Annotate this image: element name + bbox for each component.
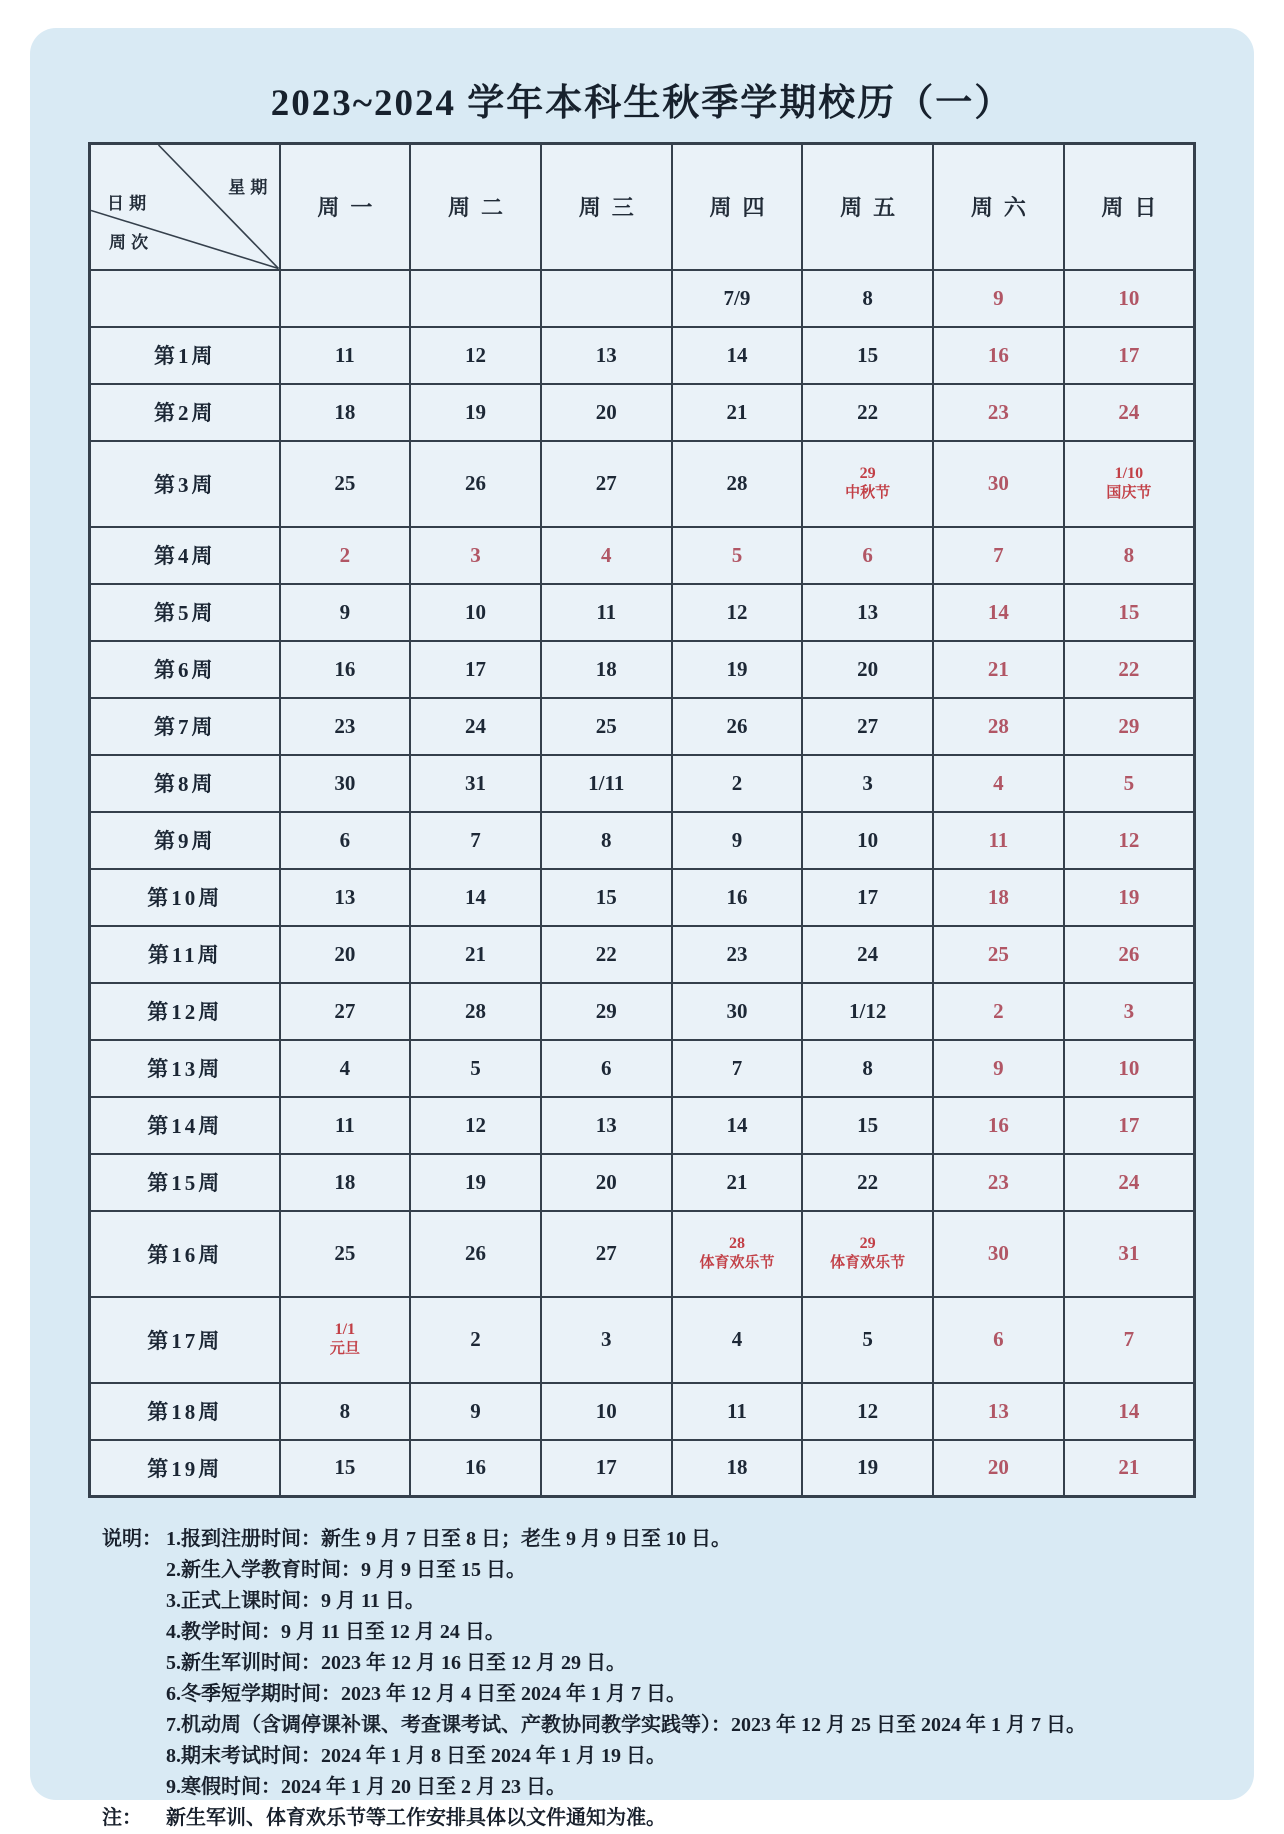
- week-label: 第17周: [90, 1297, 280, 1383]
- day-cell: 25: [280, 1211, 411, 1297]
- day-cell: 21: [672, 384, 803, 441]
- day-cell: 6: [933, 1297, 1064, 1383]
- day-cell: 9: [672, 812, 803, 869]
- day-cell: 13: [541, 327, 672, 384]
- day-cell: 11: [280, 1097, 411, 1154]
- day-cell: 17: [802, 869, 933, 926]
- day-cell: 25: [933, 926, 1064, 983]
- day-cell: 10: [1064, 1040, 1195, 1097]
- page-title: 2023~2024 学年本科生秋季学期校历（一）: [270, 83, 1014, 124]
- day-cell: 25: [541, 698, 672, 755]
- note-item: 4.教学时间：9 月 11 日至 12 月 24 日。: [166, 1621, 505, 1643]
- day-cell: 10: [541, 1383, 672, 1440]
- day-cell: 11: [933, 812, 1064, 869]
- day-cell: 30: [280, 755, 411, 812]
- calendar-week-row: [90, 441, 1195, 527]
- day-cell: 27: [541, 441, 672, 527]
- note-item: 1.报到注册时间：新生 9 月 7 日至 8 日；老生 9 月 9 日至 10 日。: [166, 1528, 731, 1550]
- day-cell: 6: [280, 812, 411, 869]
- week-label: 第5周: [90, 584, 280, 641]
- day-cell: 30: [933, 1211, 1064, 1297]
- day-cell: 14: [1064, 1383, 1195, 1440]
- day-cell: 15: [1064, 584, 1195, 641]
- calendar-body: [90, 270, 1195, 1497]
- corner-header-cell: [90, 144, 280, 270]
- day-cell: [410, 270, 541, 327]
- note-item: 7.机动周（含调停课补课、考查课考试、产教协同教学实践等）：2023 年 12 月 25 日至 2024 年 1 月 7 日。: [166, 1714, 1086, 1736]
- note-item: 2.新生入学教育时间：9 月 9 日至 15 日。: [166, 1559, 526, 1581]
- day-cell: 8: [280, 1383, 411, 1440]
- day-cell: 13: [802, 584, 933, 641]
- day-cell: 20: [802, 641, 933, 698]
- day-cell: 27: [541, 1211, 672, 1297]
- calendar-week-row: [90, 869, 1195, 926]
- day-cell: [280, 1297, 411, 1383]
- festival-label: 体育欢乐节: [830, 1254, 906, 1271]
- day-cell: 24: [410, 698, 541, 755]
- calendar-week-row: [90, 812, 1195, 869]
- notes-list: [166, 1524, 1086, 1803]
- day-cell: 15: [541, 869, 672, 926]
- day-cell: 21: [672, 1154, 803, 1211]
- day-cell: 8: [802, 270, 933, 327]
- calendar-week-row: [90, 926, 1195, 983]
- calendar-card: [30, 28, 1254, 1829]
- calendar-week-row: [90, 1383, 1195, 1440]
- day-cell: 2: [672, 755, 803, 812]
- day-cell: 10: [1064, 270, 1195, 327]
- day-cell: 23: [280, 698, 411, 755]
- day-cell: 10: [410, 584, 541, 641]
- day-cell: 4: [541, 527, 672, 584]
- day-cell: 12: [1064, 812, 1195, 869]
- day-cell: 7: [410, 812, 541, 869]
- calendar-week-row: [90, 641, 1195, 698]
- day-cell: 3: [802, 755, 933, 812]
- day-cell: 20: [541, 1154, 672, 1211]
- day-cell: [541, 270, 672, 327]
- day-cell: 23: [933, 1154, 1064, 1211]
- notes-label: 说明：: [102, 1528, 162, 1550]
- calendar-week-row: [90, 1097, 1195, 1154]
- day-cell: [802, 1211, 933, 1297]
- day-cell: 16: [933, 1097, 1064, 1154]
- day-cell: 30: [672, 983, 803, 1040]
- day-cell: 16: [410, 1440, 541, 1497]
- day-cell: 7/9: [672, 270, 803, 327]
- week-label: [90, 270, 280, 327]
- day-cell: 27: [280, 983, 411, 1040]
- week-label: 第15周: [90, 1154, 280, 1211]
- calendar-week-row: [90, 755, 1195, 812]
- day-cell: 18: [672, 1440, 803, 1497]
- note-item: 6.冬季短学期时间：2023 年 12 月 4 日至 2024 年 1 月 7 日。: [166, 1683, 686, 1705]
- calendar-week-row: [90, 983, 1195, 1040]
- day-cell: 7: [933, 527, 1064, 584]
- calendar-week-row: [90, 1040, 1195, 1097]
- day-cell: 31: [410, 755, 541, 812]
- day-cell: 28: [410, 983, 541, 1040]
- day-number: 1/10: [1114, 465, 1144, 483]
- day-cell: 17: [1064, 327, 1195, 384]
- day-cell: 24: [1064, 384, 1195, 441]
- day-cell: 18: [280, 384, 411, 441]
- week-label: 第10周: [90, 869, 280, 926]
- day-cell: 8: [541, 812, 672, 869]
- day-cell: 8: [1064, 527, 1195, 584]
- day-cell: 28: [672, 441, 803, 527]
- day-cell: 15: [802, 327, 933, 384]
- festival-label: 元旦: [329, 1340, 360, 1357]
- day-number: 28: [728, 1235, 745, 1253]
- day-cell: [280, 270, 411, 327]
- day-cell: 15: [802, 1097, 933, 1154]
- day-cell: [802, 441, 933, 527]
- week-label: 第16周: [90, 1211, 280, 1297]
- week-label: 第14周: [90, 1097, 280, 1154]
- day-cell: 11: [541, 584, 672, 641]
- day-cell: 22: [541, 926, 672, 983]
- week-label: 第7周: [90, 698, 280, 755]
- footnote-block: [102, 1803, 1234, 1834]
- day-cell: 22: [1064, 641, 1195, 698]
- day-cell: [672, 1211, 803, 1297]
- calendar-week-row: [90, 327, 1195, 384]
- day-cell: 13: [933, 1383, 1064, 1440]
- calendar-table: [88, 142, 1196, 1498]
- day-cell: 14: [672, 1097, 803, 1154]
- calendar-week-row: [90, 527, 1195, 584]
- day-cell: 12: [802, 1383, 933, 1440]
- day-cell: 30: [933, 441, 1064, 527]
- day-cell: 22: [802, 384, 933, 441]
- week-label: 第12周: [90, 983, 280, 1040]
- day-cell: 14: [672, 327, 803, 384]
- day-cell: 14: [933, 584, 1064, 641]
- calendar-week-row: [90, 1211, 1195, 1297]
- day-cell: 16: [672, 869, 803, 926]
- week-label: 第3周: [90, 441, 280, 527]
- weekday-header: 周六: [933, 144, 1064, 270]
- weekday-header: 周二: [410, 144, 541, 270]
- day-cell: 10: [802, 812, 933, 869]
- day-cell: 23: [933, 384, 1064, 441]
- day-cell: 25: [280, 441, 411, 527]
- day-cell: 5: [672, 527, 803, 584]
- notes-block: [102, 1524, 1234, 1803]
- day-cell: 26: [410, 1211, 541, 1297]
- day-cell: 20: [933, 1440, 1064, 1497]
- calendar-week-row: [90, 698, 1195, 755]
- weekday-header: 周一: [280, 144, 411, 270]
- note-item: 8.期末考试时间：2024 年 1 月 8 日至 2024 年 1 月 19 日。: [166, 1745, 666, 1767]
- weekday-header-row: [90, 144, 1195, 270]
- day-cell: 1/12: [802, 983, 933, 1040]
- day-cell: 19: [1064, 869, 1195, 926]
- day-cell: 31: [1064, 1211, 1195, 1297]
- footnote-text: 新生军训、体育欢乐节等工作安排具体以文件通知为准。: [166, 1807, 666, 1829]
- day-cell: 19: [410, 1154, 541, 1211]
- corner-week-label: 周次: [109, 232, 154, 252]
- day-cell: 16: [933, 327, 1064, 384]
- day-cell: 16: [280, 641, 411, 698]
- weekday-header: 周五: [802, 144, 933, 270]
- weekday-header: 周日: [1064, 144, 1195, 270]
- calendar-week-row: [90, 1154, 1195, 1211]
- day-cell: 9: [933, 270, 1064, 327]
- day-cell: 3: [410, 527, 541, 584]
- day-cell: 2: [410, 1297, 541, 1383]
- week-label: 第19周: [90, 1440, 280, 1497]
- day-cell: 23: [672, 926, 803, 983]
- calendar-week-row: [90, 584, 1195, 641]
- week-label: 第11周: [90, 926, 280, 983]
- notes-section: [102, 1524, 1234, 1834]
- day-cell: 20: [280, 926, 411, 983]
- day-cell: 26: [410, 441, 541, 527]
- week-label: 第6周: [90, 641, 280, 698]
- day-cell: 9: [933, 1040, 1064, 1097]
- day-cell: 5: [410, 1040, 541, 1097]
- day-cell: 2: [280, 527, 411, 584]
- day-cell: 4: [672, 1297, 803, 1383]
- day-cell: 21: [933, 641, 1064, 698]
- weekday-header: 周四: [672, 144, 803, 270]
- day-cell: [1064, 441, 1195, 527]
- note-item: 9.寒假时间：2024 年 1 月 20 日至 2 月 23 日。: [166, 1776, 566, 1798]
- day-cell: 27: [802, 698, 933, 755]
- calendar-week-row: [90, 270, 1195, 327]
- day-cell: 9: [280, 584, 411, 641]
- day-cell: 8: [802, 1040, 933, 1097]
- day-cell: 21: [1064, 1440, 1195, 1497]
- day-cell: 9: [410, 1383, 541, 1440]
- day-cell: 29: [1064, 698, 1195, 755]
- day-cell: 17: [1064, 1097, 1195, 1154]
- festival-label: 中秋节: [845, 484, 891, 501]
- week-label: 第9周: [90, 812, 280, 869]
- corner-date-label: 日期: [107, 194, 152, 213]
- day-number: 1/1: [334, 1321, 356, 1339]
- day-cell: 3: [1064, 983, 1195, 1040]
- week-label: 第8周: [90, 755, 280, 812]
- day-cell: 24: [1064, 1154, 1195, 1211]
- day-cell: 18: [541, 641, 672, 698]
- week-label: 第4周: [90, 527, 280, 584]
- day-cell: 28: [933, 698, 1064, 755]
- week-label: 第18周: [90, 1383, 280, 1440]
- day-cell: 12: [410, 1097, 541, 1154]
- day-number: 29: [859, 465, 876, 483]
- day-cell: 3: [541, 1297, 672, 1383]
- day-cell: 2: [933, 983, 1064, 1040]
- day-cell: 21: [410, 926, 541, 983]
- day-cell: 20: [541, 384, 672, 441]
- day-cell: 7: [1064, 1297, 1195, 1383]
- day-cell: 11: [280, 327, 411, 384]
- day-cell: 6: [802, 527, 933, 584]
- day-cell: 4: [280, 1040, 411, 1097]
- day-cell: 5: [1064, 755, 1195, 812]
- day-cell: 17: [410, 641, 541, 698]
- day-cell: 26: [1064, 926, 1195, 983]
- day-cell: 18: [933, 869, 1064, 926]
- day-cell: 6: [541, 1040, 672, 1097]
- day-cell: 11: [672, 1383, 803, 1440]
- day-cell: 19: [802, 1440, 933, 1497]
- day-cell: 1/11: [541, 755, 672, 812]
- note-item: 5.新生军训时间：2023 年 12 月 16 日至 12 月 29 日。: [166, 1652, 626, 1674]
- day-cell: 14: [410, 869, 541, 926]
- day-cell: 22: [802, 1154, 933, 1211]
- day-cell: 15: [280, 1440, 411, 1497]
- day-cell: 7: [672, 1040, 803, 1097]
- week-label: 第2周: [90, 384, 280, 441]
- calendar-week-row: [90, 1440, 1195, 1497]
- day-number: 29: [859, 1235, 876, 1253]
- festival-label: 体育欢乐节: [699, 1254, 775, 1271]
- day-cell: 12: [672, 584, 803, 641]
- calendar-week-row: [90, 384, 1195, 441]
- day-cell: 12: [410, 327, 541, 384]
- day-cell: 29: [541, 983, 672, 1040]
- day-cell: 13: [280, 869, 411, 926]
- note-item: 3.正式上课时间：9 月 11 日。: [166, 1590, 425, 1612]
- footnote-label: 注：: [102, 1807, 142, 1829]
- day-cell: 5: [802, 1297, 933, 1383]
- weekday-header: 周三: [541, 144, 672, 270]
- day-cell: 19: [410, 384, 541, 441]
- day-cell: 17: [541, 1440, 672, 1497]
- day-cell: 26: [672, 698, 803, 755]
- calendar-week-row: [90, 1297, 1195, 1383]
- day-cell: 18: [280, 1154, 411, 1211]
- week-label: 第1周: [90, 327, 280, 384]
- festival-label: 国庆节: [1106, 484, 1152, 501]
- corner-weekday-label: 星期: [228, 178, 273, 197]
- week-label: 第13周: [90, 1040, 280, 1097]
- day-cell: 4: [933, 755, 1064, 812]
- day-cell: 19: [672, 641, 803, 698]
- day-cell: 24: [802, 926, 933, 983]
- day-cell: 13: [541, 1097, 672, 1154]
